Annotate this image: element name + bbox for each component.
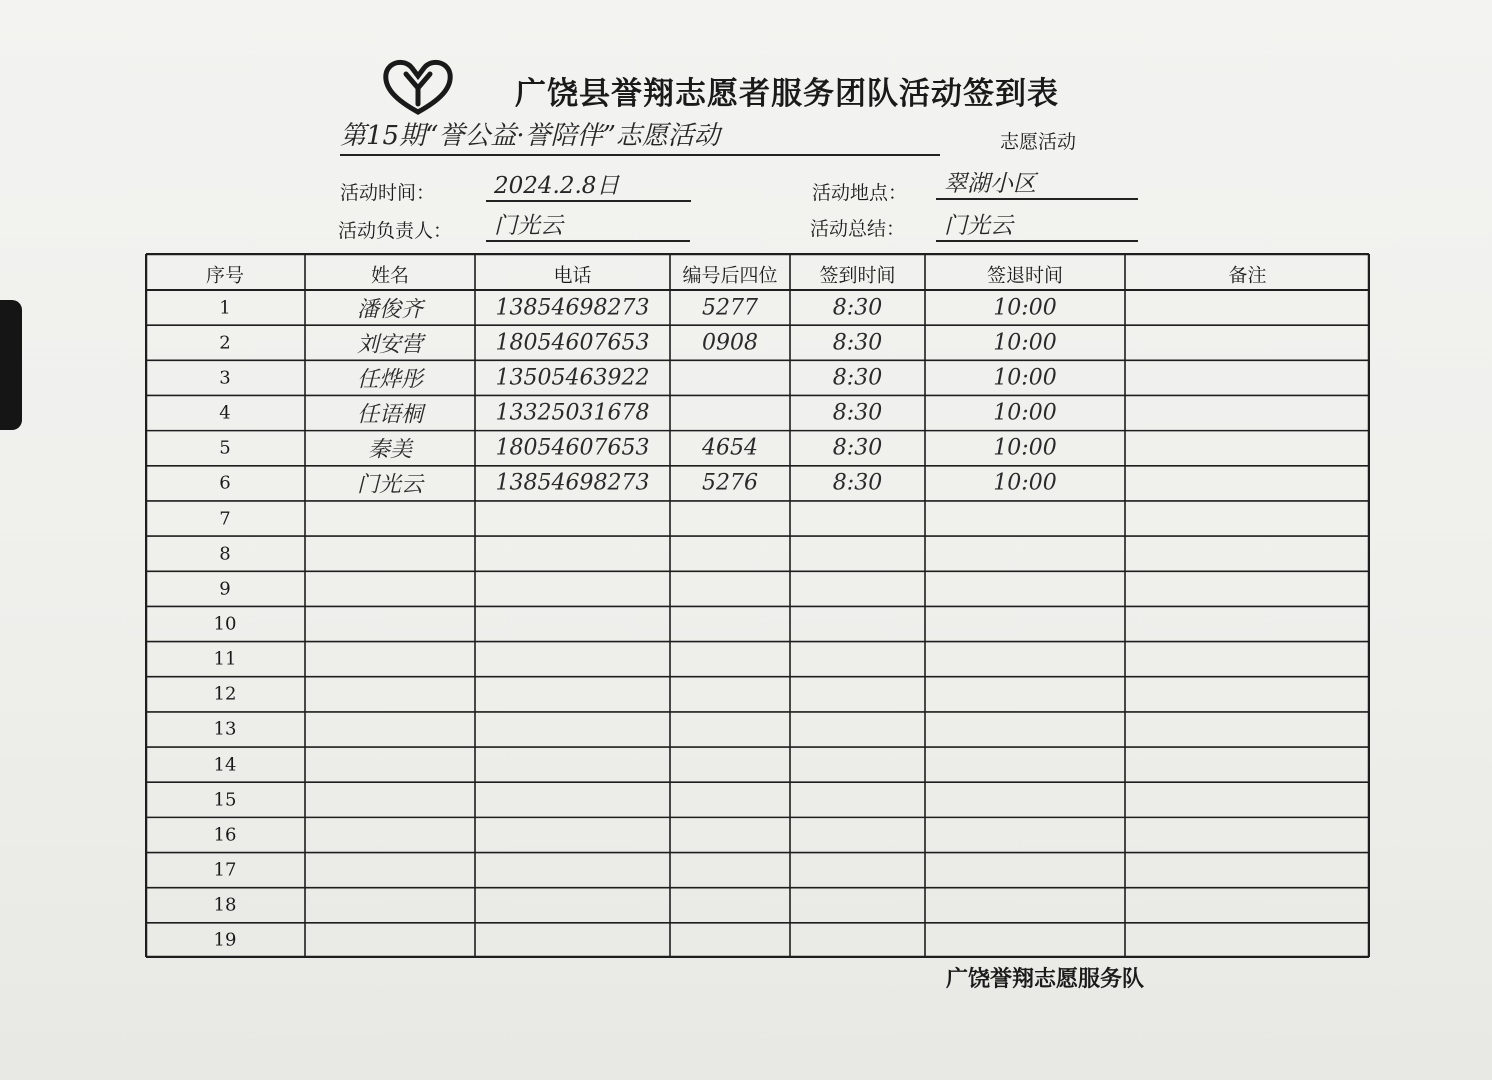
cell-index: 2 [219,332,231,354]
cell-phone: 13325031678 [495,400,650,426]
header-checkout-time: 签退时间 [986,264,1064,286]
cell-phone: 13854698273 [495,470,650,496]
cell-phone: 13854698273 [495,295,650,321]
cell-index: 11 [213,648,237,670]
cell-index: 15 [213,789,237,811]
time-label: 活动时间： [340,182,436,204]
summary-value: 门光云 [936,212,1138,242]
leader-value: 门光云 [486,212,690,242]
cell-checkin-time: 8:30 [832,365,883,391]
cell-index: 4 [219,402,231,424]
cell-index: 14 [213,754,237,776]
heart-y-logo-icon [378,56,458,116]
cell-name: 潘俊齐 [356,297,424,323]
cell-checkin-time: 8:30 [832,295,883,321]
table-grid-lines [145,253,1370,958]
cell-index: 1 [219,297,231,319]
cell-id-last4: 0908 [702,330,758,356]
footer-organization: 广饶誉翔志愿服务队 [946,967,1145,992]
cell-phone: 13505463922 [495,365,650,391]
header-id-last4: 编号后四位 [682,264,778,286]
time-value: 2024.2.8日 [486,172,691,202]
cell-checkout-time: 10:00 [993,365,1057,391]
binder-clip [0,300,22,430]
sign-in-table [145,253,1370,958]
cell-checkin-time: 8:30 [832,330,883,356]
cell-id-last4: 5277 [702,295,758,321]
cell-index: 13 [213,718,237,740]
cell-checkin-time: 8:30 [832,470,883,496]
cell-index: 8 [219,543,231,565]
header-index: 序号 [205,264,245,286]
cell-phone: 18054607653 [495,435,650,461]
cell-checkout-time: 10:00 [993,295,1057,321]
cell-checkin-time: 8:30 [832,400,883,426]
activity-name: 第15期“誉公益·誉陪伴”志愿活动 [340,118,940,156]
location-value: 翠湖小区 [936,170,1138,200]
cell-index: 5 [219,437,231,459]
cell-checkin-time: 8:30 [832,435,883,461]
cell-checkout-time: 10:00 [993,435,1057,461]
cell-checkout-time: 10:00 [993,470,1057,496]
cell-index: 18 [213,894,237,916]
cell-index: 7 [219,508,231,530]
cell-checkout-time: 10:00 [993,330,1057,356]
cell-id-last4: 4654 [702,435,758,461]
cell-index: 12 [213,683,237,705]
cell-name: 刘安营 [356,332,424,358]
cell-index: 17 [213,859,237,881]
cell-index: 19 [213,929,237,951]
cell-index: 10 [213,613,237,635]
cell-index: 16 [213,824,237,846]
cell-id-last4: 5276 [702,470,758,496]
activity-type: 志愿活动 [1000,131,1077,153]
page-title: 广饶县誉翔志愿者服务团队活动签到表 [515,76,1059,112]
cell-index: 9 [219,578,231,600]
header-remarks: 备注 [1228,264,1267,286]
cell-phone: 18054607653 [495,330,650,356]
header-name: 姓名 [370,264,410,286]
cell-name: 秦美 [367,437,413,463]
cell-index: 6 [219,472,231,494]
cell-name: 任烨彤 [356,367,424,393]
cell-name: 门光云 [356,472,424,498]
leader-label: 活动负责人： [338,220,453,242]
cell-checkout-time: 10:00 [993,400,1057,426]
header-checkin-time: 签到时间 [819,264,896,286]
summary-label: 活动总结： [810,218,906,240]
cell-name: 任语桐 [356,402,424,428]
cell-index: 3 [219,367,231,389]
location-label: 活动地点： [812,182,908,204]
header-phone: 电话 [553,264,592,286]
